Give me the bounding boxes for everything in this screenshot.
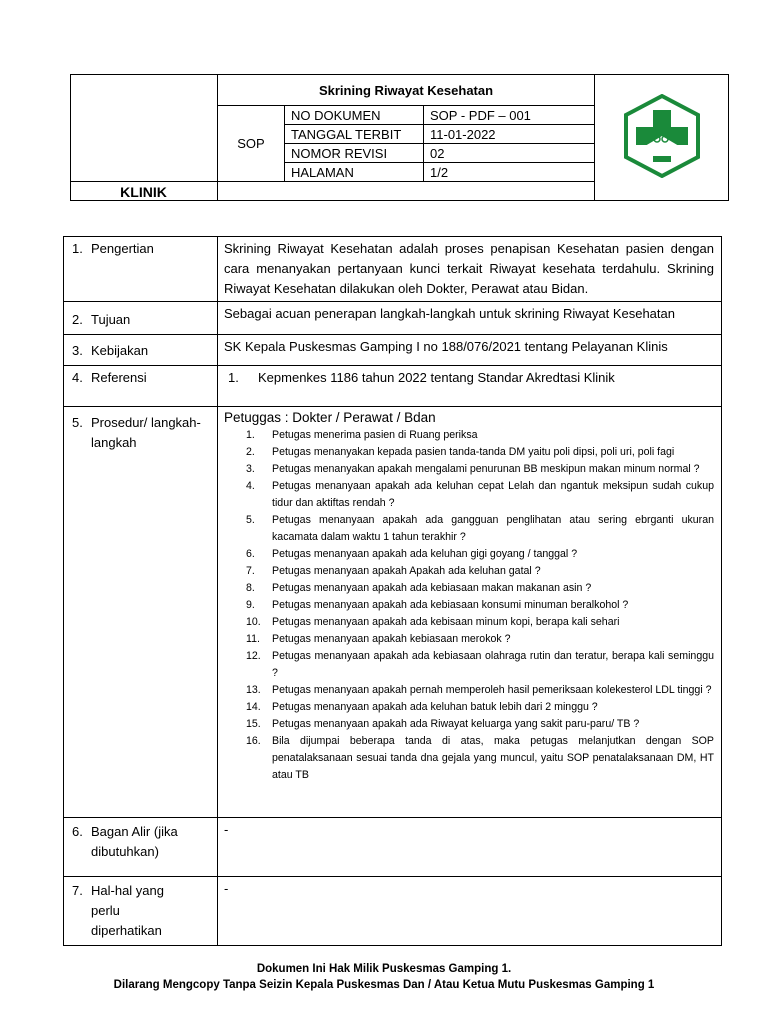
section-text: Skrining Riwayat Kesehatan adalah proses penapisan Kesehatan pasien dengan cara menanyakan pertanyaan kunci terkait Riwayat kesehata terdahulu. Skrining Riwayat Kesehatan dilakukan oleh Dokter, Perawat atau Bidan. [218,237,722,302]
section-label-cell [64,237,218,302]
field-label: NOMOR REVISI [285,144,424,163]
procedure-step [224,631,714,648]
section-tujuan [64,302,722,335]
prosedur-content [218,407,722,818]
sop-content-table [63,236,722,946]
document-footer [0,961,768,993]
section-label: Hal-hal yang perlu diperhatikan [91,883,164,938]
procedure-step-text: Petugas menanyakan kepada pasien tanda-tanda DM yaitu poli dipsi, poli uri, poli fagi [272,446,675,458]
field-value: 02 [424,144,595,163]
section-hal-hal [64,877,722,946]
section-kebijakan [64,335,722,366]
procedure-step-number: 14. [246,701,261,713]
procedure-step-text: Petugas menerima pasien di Ruang periksa [272,429,478,441]
section-number: 3. [72,343,83,358]
document-title: Skrining Riwayat Kesehatan [218,75,595,106]
procedure-step [224,597,714,614]
procedure-step-text: Petugas menanyaan apakah ada Riwayat keluarga yang sakit paru-paru/ TB ? [272,718,640,730]
procedure-step [224,512,714,546]
header-logo-cell [595,75,729,201]
procedure-step-number: 3. [246,463,255,475]
sop-label: SOP [218,106,285,182]
procedure-step-number: 6. [246,548,255,560]
procedure-step-text: Petugas menanyaan apakah ada gangguan penglihatan atau sering ebrganti ukuran kacamata dalam waktu 1 tahun terakhir ? [272,514,714,543]
referensi-item-number: 1. [228,370,239,385]
section-label-cell [64,818,218,877]
section-label: Kebijakan [91,343,149,358]
petugas-line: Petuggas : Dokter / Perawat / Bdan [224,410,436,425]
procedure-step-text: Petugas menanyakan apakah mengalami penurunan BB meskipun makan minum normal ? [272,463,700,475]
procedure-step [224,444,714,461]
procedure-step-number: 16. [246,735,261,747]
section-referensi [64,366,722,407]
puskesmas-logo-icon [623,94,701,178]
section-label: Prosedur/ langkah-langkah [91,415,201,450]
procedure-step-number: 2. [246,446,255,458]
procedure-step [224,733,714,784]
procedure-step [224,648,714,682]
procedure-step [224,682,714,699]
procedure-step [224,427,714,444]
referensi-item-text: Kepmenkes 1186 tahun 2022 tentang Standar Akredtasi Klinik [258,370,615,385]
section-bagan-alir [64,818,722,877]
procedure-step [224,461,714,478]
procedure-step-text: Petugas menanyaan apakah pernah memperoleh hasil pemeriksaan kolekesterol LDL tinggi ? [272,684,712,696]
field-label: NO DOKUMEN [285,106,424,125]
field-label: TANGGAL TERBIT [285,125,424,144]
field-value: SOP - PDF – 001 [424,106,595,125]
section-label-cell [64,366,218,407]
section-label: Bagan Alir (jika dibutuhkan) [91,824,178,859]
procedure-step-number: 4. [246,480,255,492]
procedure-step [224,546,714,563]
section-number: 7. [72,883,83,898]
section-label-cell [64,302,218,335]
footer-ownership: Dokumen Ini Hak Milik Puskesmas Gamping 1. [256,963,512,975]
section-text: SK Kepala Puskesmas Gamping I no 188/076/2021 tentang Pelayanan Klinis [218,335,722,366]
procedure-step-text: Petugas menanyaan apakah ada kebiasaan olahraga rutin dan teratur, berapa kali seminggu ? [272,650,714,679]
procedure-step [224,614,714,631]
procedure-step [224,716,714,733]
section-label: Referensi [91,370,147,385]
section-label-cell [64,335,218,366]
procedure-step [224,563,714,580]
procedure-step-number: 5. [246,514,255,526]
section-number: 2. [72,312,83,327]
procedure-step-text: Petugas menanyaan apakah ada kebiasaan makan makanan asin ? [272,582,592,594]
section-label-cell [64,407,218,818]
procedure-step-text: Petugas menanyaan apakah ada keluhan batuk lebih dari 2 minggu ? [272,701,598,713]
procedure-step-number: 8. [246,582,255,594]
section-pengertian [64,237,722,302]
field-value: 11-01-2022 [424,125,595,144]
procedure-step-number: 12. [246,650,261,662]
procedure-step-number: 1. [246,429,255,441]
section-label: Pengertian [91,241,154,256]
procedure-step-number: 11. [246,633,260,645]
section-text: - [218,877,722,946]
section-label: Tujuan [91,312,131,327]
procedure-step [224,580,714,597]
procedure-step-number: 13. [246,684,261,696]
procedure-step-text: Petugas menanyaan apakah ada kebiasaan konsumi minuman beralkohol ? [272,599,629,611]
section-prosedur [64,407,722,818]
procedure-step-number: 15. [246,718,261,730]
section-number: 5. [72,415,83,430]
procedure-step-text: Petugas menanyaan apakah kebiasaan merokok ? [272,633,511,645]
klinik-cell: KLINIK [70,181,217,202]
procedure-step-text: Petugas menanyaan apakah ada keluhan cepat Lelah dan ngantuk meksipun sudah cukup tidur dan aktiftas rendah ? [272,480,714,509]
procedure-step-text: Petugas menanyaan apakah Apakah ada keluhan gatal ? [272,565,541,577]
procedure-step-number: 7. [246,565,255,577]
section-number: 1. [72,241,83,256]
procedure-steps-list [224,427,714,784]
referensi-list [218,366,722,407]
section-text: - [218,818,722,877]
procedure-step-text: Petugas menanyaan apakah ada kebisaan minum kopi, berapa kali sehari [272,616,620,628]
field-label: HALAMAN [285,163,424,182]
procedure-step-number: 9. [246,599,255,611]
procedure-step [224,478,714,512]
header-empty-cell [218,182,595,201]
procedure-step [224,699,714,716]
procedure-step-number: 10. [246,616,261,628]
section-number: 4. [72,370,83,385]
field-value: 1/2 [424,163,595,182]
footer-copy-warning: Dilarang Mengcopy Tanpa Seizin Kepala Puskesmas Dan / Atau Ketua Mutu Puskesmas Gamping 1 [113,979,655,991]
procedure-step-text: Petugas menanyaan apakah ada keluhan gigi goyang / tanggal ? [272,548,578,560]
procedure-step-text: Bila dijumpai beberapa tanda di atas, maka petugas melanjutkan dengan SOP penatalaksanaan sesuai tanda dna gejala yang muncul, yaitu SOP penatalaksanaan DM, HT atau TB [272,735,714,781]
section-number: 6. [72,824,83,839]
section-text: Sebagai acuan penerapan langkah-langkah untuk skrining Riwayat Kesehatan [218,302,722,335]
section-label-cell [64,877,218,946]
